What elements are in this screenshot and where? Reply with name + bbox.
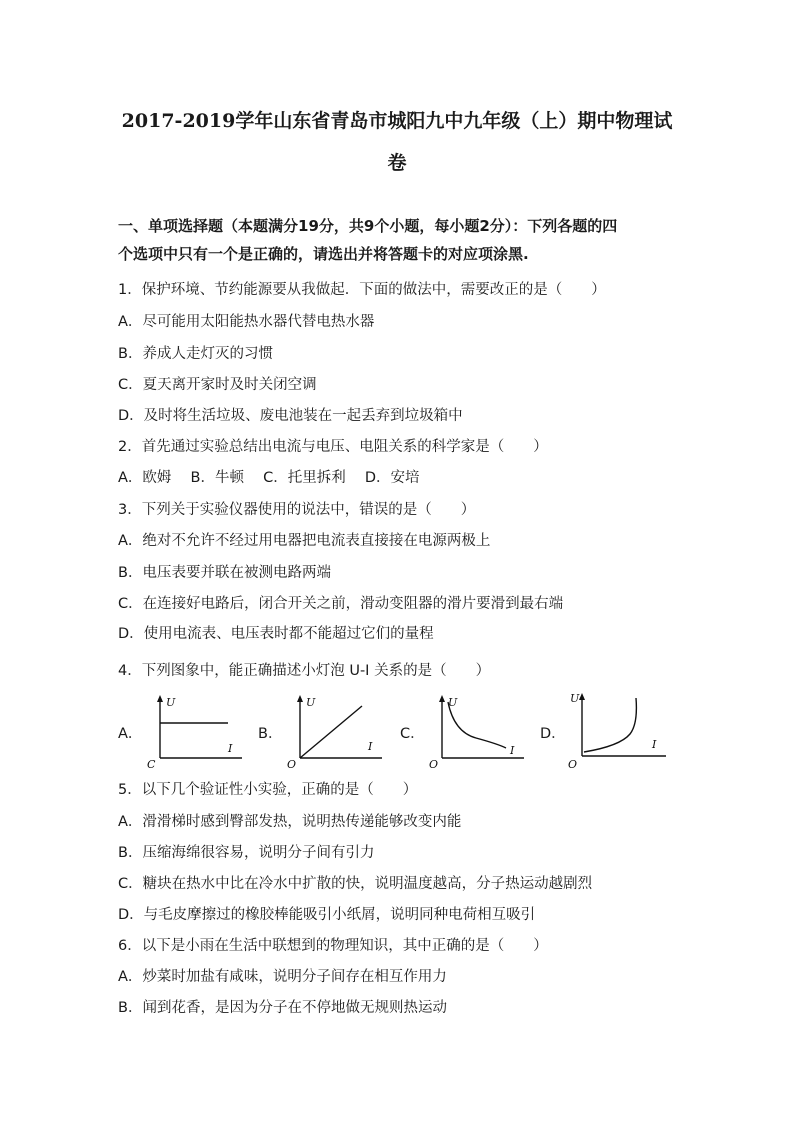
graph-a-origin-label: C (147, 758, 156, 771)
graph-b-x-label: I (368, 740, 373, 753)
graph-c (428, 694, 528, 771)
question-1-option-b: B．养成人走灯灭的习惯 (118, 346, 273, 362)
graph-d (568, 690, 672, 770)
question-6-stem: 6．以下是小雨在生活中联想到的物理知识，其中正确的是（ ） (118, 938, 548, 954)
section-heading-line2: 个选项中只有一个是正确的，请选出并将答题卡的对应项涂黑. (118, 245, 529, 263)
question-3-option-c: C．在连接好电路后，闭合开关之前，滑动变阻器的滑片要滑到最右端 (118, 596, 564, 612)
question-4-label-b: B． (258, 726, 283, 742)
question-6-option-a: A．炒菜时加盐有咸味，说明分子间存在相互作用力 (118, 969, 447, 985)
question-3-option-d: D．使用电流表、电压表时都不能超过它们的量程 (118, 626, 434, 642)
graph-c-origin-label: O (429, 758, 439, 771)
question-5-option-a: A．滑滑梯时感到臀部发热，说明热传递能够改变内能 (118, 814, 462, 830)
graph-b-curve (300, 706, 362, 758)
graph-b (286, 694, 386, 771)
question-4-label-d: D． (540, 726, 566, 742)
graph-c-y-arrow (439, 695, 445, 702)
question-5-option-c: C．糖块在热水中比在冷水中扩散的快，说明温度越高，分子热运动越剧烈 (118, 876, 593, 892)
question-1-option-c: C．夏天离开家时及时关闭空调 (118, 377, 317, 393)
graph-b-y-arrow (297, 695, 303, 702)
question-3-stem: 3．下列关于实验仪器使用的说法中，错误的是（ ） (118, 502, 476, 518)
question-3-option-b: B．电压表要并联在被测电路两端 (118, 565, 331, 581)
graph-d-origin-label: O (568, 758, 578, 771)
graph-c-x-label: I (510, 744, 515, 757)
graph-d-y-arrow (579, 693, 585, 700)
question-2-options: A．欧姆 B．牛顿 C．托里拆利 D．安培 (118, 470, 420, 486)
graph-a-y-label: U (166, 696, 176, 709)
question-1-option-d: D．及时将生活垃圾、废电池装在一起丢弃到垃圾箱中 (118, 408, 463, 424)
exam-title-line1: 2017-2019学年山东省青岛市城阳九中九年级（上）期中物理试 (121, 110, 673, 132)
graph-d-y-label: U (570, 692, 580, 705)
graph-a-y-arrow (157, 695, 163, 702)
graph-d-curve (584, 698, 636, 752)
question-4-label-c: C． (400, 726, 425, 742)
graph-d-x-label: I (652, 738, 657, 751)
section-heading-line1: 一、单项选择题（本题满分19分，共9个小题，每小题2分）：下列各题的四 (118, 217, 618, 235)
exam-title-line2: 卷 (387, 152, 407, 174)
question-3-option-a: A．绝对不允许不经过用电器把电流表直接接在电源两极上 (118, 533, 491, 549)
graph-b-y-label: U (306, 696, 316, 709)
question-2-stem: 2．首先通过实验总结出电流与电压、电阻关系的科学家是（ ） (118, 439, 548, 455)
question-5-stem: 5．以下几个验证性小实验，正确的是（ ） (118, 782, 418, 798)
question-6-option-b: B．闻到花香，是因为分子在不停地做无规则热运动 (118, 1000, 447, 1016)
question-1-stem: 1．保护环境、节约能源要从我做起．下面的做法中，需要改正的是（ ） (118, 282, 606, 298)
graph-a (146, 694, 246, 771)
question-4-label-a: A． (118, 726, 143, 742)
question-4-stem: 4．下列图象中，能正确描述小灯泡 U-I 关系的是（ ） (118, 663, 491, 679)
graph-c-y-label: U (448, 696, 458, 709)
section-heading (118, 212, 678, 268)
question-5-option-b: B．压缩海绵很容易，说明分子间有引力 (118, 845, 375, 861)
question-5-option-d: D．与毛皮摩擦过的橡胶棒能吸引小纸屑，说明同种电荷相互吸引 (118, 907, 536, 923)
graph-a-x-label: I (228, 742, 233, 755)
graph-b-origin-label: O (287, 758, 297, 771)
question-1-option-a: A．尽可能用太阳能热水器代替电热水器 (118, 314, 375, 330)
